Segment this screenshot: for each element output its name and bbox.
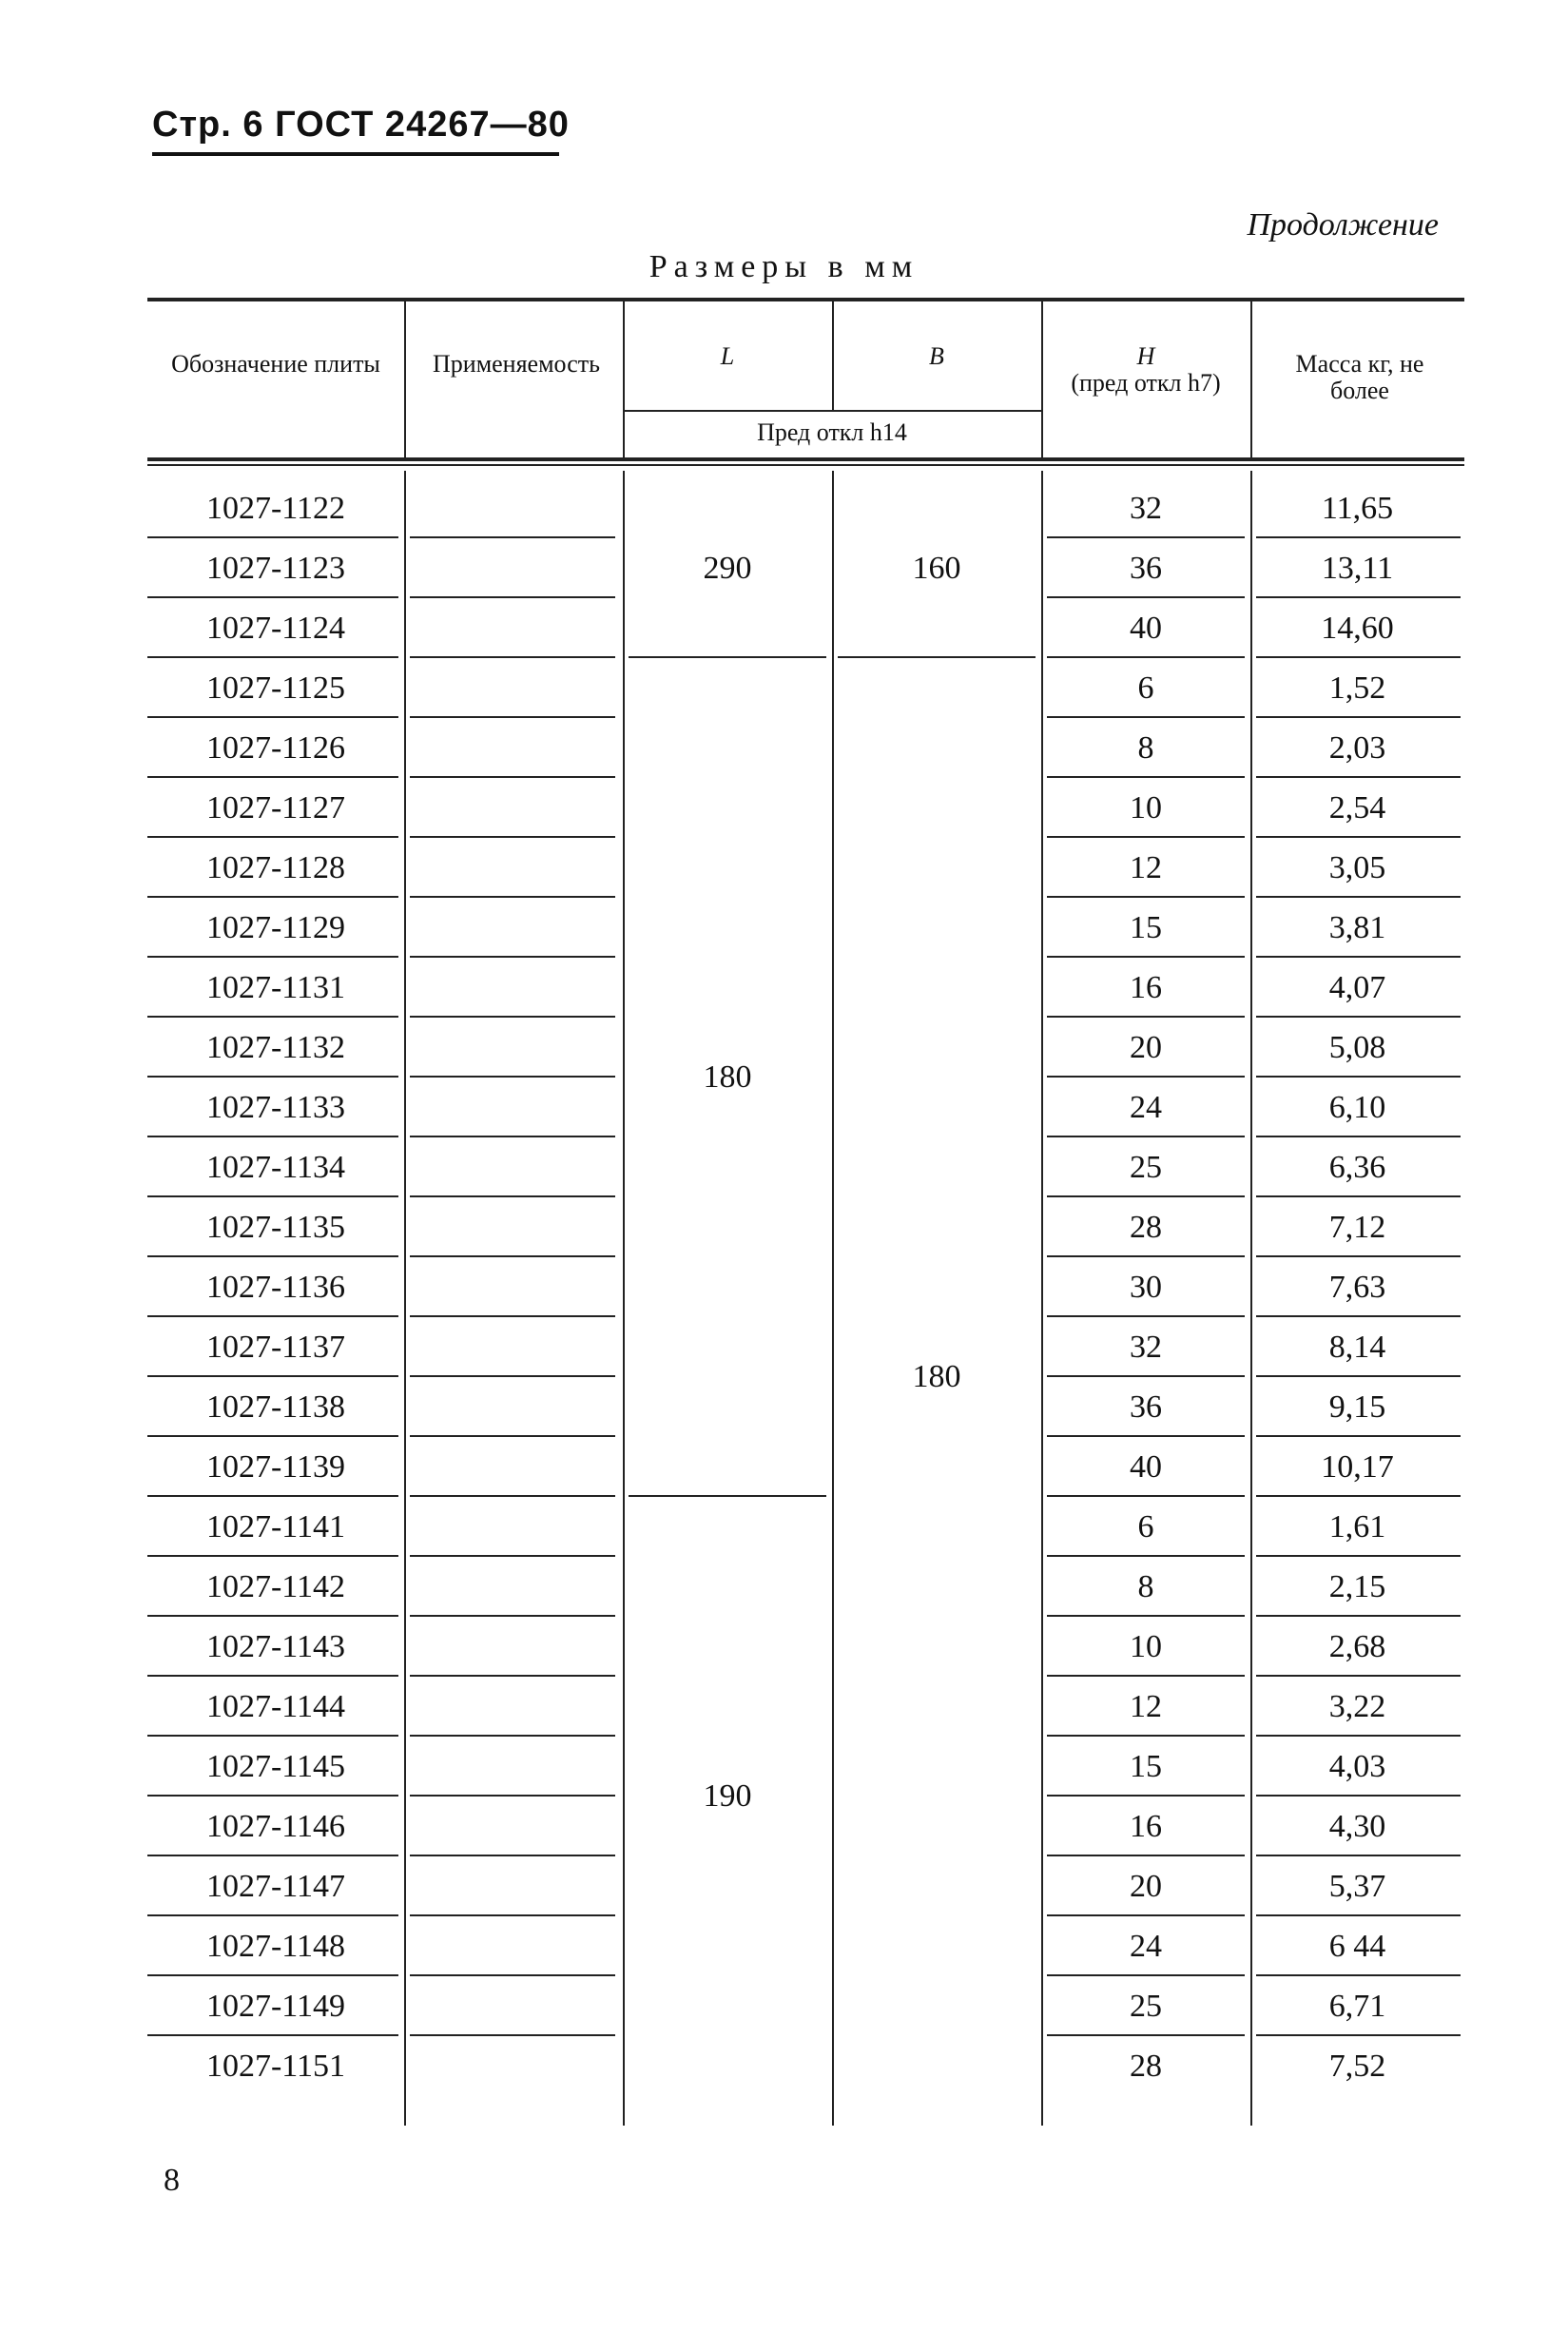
- row-rule-mass: [1256, 1795, 1461, 1797]
- row-rule-H: [1047, 956, 1245, 958]
- row-rule-applicability: [410, 1974, 615, 1976]
- table-row-H: 30: [1130, 1270, 1162, 1305]
- table-row-designation: 1027-1149: [205, 1989, 346, 2024]
- col-divider-1: [404, 300, 406, 457]
- table-row-mass: 5,37: [1328, 1869, 1386, 1904]
- table-row-mass: 4,03: [1328, 1749, 1386, 1784]
- row-rule-mass: [1256, 776, 1461, 778]
- table-row-mass: 6,36: [1328, 1150, 1386, 1185]
- tolerance-divider: [623, 410, 1041, 412]
- row-rule-designation: [147, 956, 398, 958]
- row-rule-mass: [1256, 1315, 1461, 1317]
- row-rule-applicability: [410, 1315, 615, 1317]
- row-rule-designation: [147, 836, 398, 838]
- row-rule-designation: [147, 1255, 398, 1257]
- row-rule-mass: [1256, 1615, 1461, 1617]
- row-rule-H: [1047, 1016, 1245, 1018]
- row-rule-H: [1047, 1555, 1245, 1557]
- table-row-mass: 7,12: [1328, 1210, 1386, 1245]
- page-header-title: Стр. 6 ГОСТ 24267—80: [152, 105, 570, 145]
- row-rule-designation: [147, 1136, 398, 1137]
- row-rule-mass: [1256, 1735, 1461, 1737]
- header-mass: Масса кг, не более: [1295, 350, 1424, 404]
- row-rule-applicability: [410, 1914, 615, 1916]
- table-row-H: 8: [1137, 730, 1154, 766]
- row-rule-applicability: [410, 836, 615, 838]
- table-row-mass: 4,30: [1328, 1809, 1386, 1844]
- table-row-designation: 1027-1144: [205, 1689, 346, 1724]
- row-rule-designation: [147, 1795, 398, 1797]
- table-row-mass: 3,22: [1328, 1689, 1386, 1724]
- row-rule-mass: [1256, 836, 1461, 838]
- row-rule-designation: [147, 1315, 398, 1317]
- merged-L-value: 290: [703, 550, 752, 586]
- header-bottom-rule-2: [147, 464, 1464, 466]
- table-row-designation: 1027-1137: [205, 1330, 346, 1365]
- header-tolerance-LB: Пред откл h14: [757, 418, 907, 446]
- table-row-H: 28: [1130, 1210, 1162, 1245]
- table-row-designation: 1027-1134: [205, 1150, 346, 1185]
- table-row-designation: 1027-1133: [205, 1090, 346, 1125]
- table-row-mass: 10,17: [1321, 1449, 1394, 1485]
- row-rule-designation: [147, 1855, 398, 1856]
- row-rule-applicability: [410, 536, 615, 538]
- table-row-H: 40: [1130, 1449, 1162, 1485]
- row-rule-applicability: [410, 1795, 615, 1797]
- row-rule-H: [1047, 1136, 1245, 1137]
- table-top-rule: [147, 298, 1464, 301]
- table-row-designation: 1027-1122: [205, 491, 346, 526]
- row-rule-mass: [1256, 2034, 1461, 2036]
- row-rule-applicability: [410, 2034, 615, 2036]
- table-row-mass: 9,15: [1328, 1389, 1386, 1425]
- row-rule-applicability: [410, 1136, 615, 1137]
- row-rule-designation: [147, 1016, 398, 1018]
- row-rule-mass: [1256, 1195, 1461, 1197]
- header-B: B: [929, 342, 944, 370]
- table-row-H: 16: [1130, 970, 1162, 1005]
- row-rule-H: [1047, 536, 1245, 538]
- table-row-mass: 14,60: [1321, 611, 1394, 646]
- row-rule-H: [1047, 716, 1245, 718]
- table-row-mass: 6,10: [1328, 1090, 1386, 1125]
- row-rule-mass: [1256, 1136, 1461, 1137]
- group-rule-L: [629, 1495, 826, 1497]
- table-row-mass: 3,05: [1328, 850, 1386, 885]
- table-row-designation: 1027-1142: [205, 1569, 346, 1604]
- table-row-mass: 2,68: [1328, 1629, 1386, 1664]
- row-rule-applicability: [410, 596, 615, 598]
- row-rule-H: [1047, 596, 1245, 598]
- row-rule-H: [1047, 656, 1245, 658]
- table-row-H: 32: [1130, 1330, 1162, 1365]
- table-row-H: 25: [1130, 1150, 1162, 1185]
- dimensions-table: [147, 298, 1464, 2126]
- table-row-H: 36: [1130, 1389, 1162, 1425]
- table-row-designation: 1027-1127: [205, 790, 346, 826]
- row-rule-applicability: [410, 956, 615, 958]
- table-row-designation: 1027-1151: [205, 2049, 346, 2084]
- row-rule-designation: [147, 776, 398, 778]
- row-rule-applicability: [410, 1195, 615, 1197]
- page-number: 8: [164, 2163, 180, 2198]
- table-row-H: 15: [1130, 910, 1162, 945]
- table-row-H: 36: [1130, 551, 1162, 586]
- table-row-designation: 1027-1141: [205, 1509, 346, 1544]
- row-rule-applicability: [410, 1675, 615, 1677]
- table-row-designation: 1027-1136: [205, 1270, 346, 1305]
- row-rule-H: [1047, 1974, 1245, 1976]
- row-rule-H: [1047, 896, 1245, 898]
- col-divider-5: [1250, 300, 1252, 457]
- row-rule-mass: [1256, 1255, 1461, 1257]
- table-row-H: 10: [1130, 1629, 1162, 1664]
- row-rule-H: [1047, 1675, 1245, 1677]
- table-row-designation: 1027-1146: [205, 1809, 346, 1844]
- table-row-designation: 1027-1138: [205, 1389, 346, 1425]
- body-col-divider-1: [404, 471, 406, 2126]
- table-row-designation: 1027-1132: [205, 1030, 346, 1065]
- row-rule-applicability: [410, 1375, 615, 1377]
- row-rule-applicability: [410, 1016, 615, 1018]
- table-row-designation: 1027-1129: [205, 910, 346, 945]
- row-rule-applicability: [410, 1076, 615, 1078]
- row-rule-H: [1047, 1255, 1245, 1257]
- table-row-designation: 1027-1148: [205, 1929, 346, 1964]
- table-row-mass: 6 44: [1328, 1929, 1386, 1964]
- row-rule-designation: [147, 1195, 398, 1197]
- row-rule-H: [1047, 1855, 1245, 1856]
- row-rule-applicability: [410, 1435, 615, 1437]
- row-rule-designation: [147, 1555, 398, 1557]
- row-rule-applicability: [410, 656, 615, 658]
- header-H: H: [1136, 342, 1155, 370]
- row-rule-mass: [1256, 1914, 1461, 1916]
- table-row-H: 20: [1130, 1030, 1162, 1065]
- row-rule-applicability: [410, 776, 615, 778]
- page-header-rule: [152, 152, 559, 156]
- table-row-H: 24: [1130, 1090, 1162, 1125]
- row-rule-H: [1047, 776, 1245, 778]
- body-col-divider-3: [832, 471, 834, 2126]
- table-row-designation: 1027-1131: [205, 970, 346, 1005]
- table-row-designation: 1027-1125: [205, 670, 346, 706]
- table-row-mass: 8,14: [1328, 1330, 1386, 1365]
- header-H-note: (пред откл h7): [1071, 369, 1221, 397]
- row-rule-applicability: [410, 896, 615, 898]
- row-rule-mass: [1256, 1555, 1461, 1557]
- row-rule-H: [1047, 1495, 1245, 1497]
- row-rule-mass: [1256, 956, 1461, 958]
- header-L: L: [720, 342, 735, 370]
- row-rule-designation: [147, 896, 398, 898]
- row-rule-H: [1047, 1076, 1245, 1078]
- units-caption: Размеры в мм: [648, 249, 920, 284]
- row-rule-designation: [147, 1914, 398, 1916]
- row-rule-applicability: [410, 1555, 615, 1557]
- row-rule-H: [1047, 1375, 1245, 1377]
- table-row-mass: 7,63: [1328, 1270, 1386, 1305]
- row-rule-mass: [1256, 1076, 1461, 1078]
- row-rule-mass: [1256, 1855, 1461, 1856]
- row-rule-mass: [1256, 896, 1461, 898]
- table-row-H: 28: [1130, 2049, 1162, 2084]
- row-rule-mass: [1256, 596, 1461, 598]
- row-rule-H: [1047, 1195, 1245, 1197]
- table-row-mass: 13,11: [1321, 551, 1394, 586]
- table-row-designation: 1027-1139: [205, 1449, 346, 1485]
- table-row-designation: 1027-1126: [205, 730, 346, 766]
- table-row-H: 24: [1130, 1929, 1162, 1964]
- row-rule-designation: [147, 1675, 398, 1677]
- row-rule-mass: [1256, 1675, 1461, 1677]
- row-rule-designation: [147, 656, 398, 658]
- row-rule-mass: [1256, 1435, 1461, 1437]
- table-row-H: 10: [1130, 790, 1162, 826]
- row-rule-H: [1047, 836, 1245, 838]
- table-row-mass: 7,52: [1328, 2049, 1386, 2084]
- row-rule-H: [1047, 1615, 1245, 1617]
- row-rule-mass: [1256, 1016, 1461, 1018]
- col-divider-4: [1041, 300, 1043, 457]
- row-rule-designation: [147, 1735, 398, 1737]
- row-rule-H: [1047, 1735, 1245, 1737]
- merged-L-value: 180: [703, 1059, 752, 1095]
- table-row-H: 12: [1130, 1689, 1162, 1724]
- row-rule-mass: [1256, 536, 1461, 538]
- row-rule-designation: [147, 1974, 398, 1976]
- row-rule-applicability: [410, 1255, 615, 1257]
- row-rule-applicability: [410, 1735, 615, 1737]
- table-row-designation: 1027-1123: [205, 551, 346, 586]
- table-row-mass: 11,65: [1321, 491, 1394, 526]
- table-row-H: 6: [1137, 1509, 1154, 1544]
- table-row-mass: 1,52: [1328, 670, 1386, 706]
- header-designation: Обозначение плиты: [171, 350, 380, 378]
- row-rule-H: [1047, 2034, 1245, 2036]
- merged-B-value: 180: [912, 1359, 961, 1394]
- table-row-H: 12: [1130, 850, 1162, 885]
- table-row-designation: 1027-1128: [205, 850, 346, 885]
- row-rule-applicability: [410, 716, 615, 718]
- table-row-H: 32: [1130, 491, 1162, 526]
- row-rule-H: [1047, 1315, 1245, 1317]
- table-row-H: 40: [1130, 611, 1162, 646]
- table-row-designation: 1027-1143: [205, 1629, 346, 1664]
- table-row-mass: 3,81: [1328, 910, 1386, 945]
- table-row-H: 20: [1130, 1869, 1162, 1904]
- row-rule-applicability: [410, 1495, 615, 1497]
- row-rule-mass: [1256, 1974, 1461, 1976]
- table-row-mass: 1,61: [1328, 1509, 1386, 1544]
- continuation-label: Продолжение: [1247, 207, 1439, 243]
- header-applicability: Применяемость: [433, 350, 600, 378]
- row-rule-designation: [147, 1375, 398, 1377]
- table-row-mass: 4,07: [1328, 970, 1386, 1005]
- table-row-mass: 5,08: [1328, 1030, 1386, 1065]
- row-rule-designation: [147, 1615, 398, 1617]
- table-row-H: 6: [1137, 670, 1154, 706]
- row-rule-designation: [147, 596, 398, 598]
- table-row-designation: 1027-1135: [205, 1210, 346, 1245]
- row-rule-H: [1047, 1435, 1245, 1437]
- row-rule-designation: [147, 1435, 398, 1437]
- row-rule-designation: [147, 536, 398, 538]
- table-row-designation: 1027-1147: [205, 1869, 346, 1904]
- body-col-divider-2: [623, 471, 625, 2126]
- table-row-mass: 2,15: [1328, 1569, 1386, 1604]
- row-rule-applicability: [410, 1855, 615, 1856]
- table-row-H: 15: [1130, 1749, 1162, 1784]
- row-rule-designation: [147, 2034, 398, 2036]
- row-rule-designation: [147, 1495, 398, 1497]
- row-rule-mass: [1256, 716, 1461, 718]
- row-rule-mass: [1256, 1495, 1461, 1497]
- table-row-mass: 6,71: [1328, 1989, 1386, 2024]
- table-row-H: 16: [1130, 1809, 1162, 1844]
- group-rule-L: [629, 656, 826, 658]
- header-bottom-rule: [147, 457, 1464, 461]
- table-row-mass: 2,54: [1328, 790, 1386, 826]
- row-rule-H: [1047, 1914, 1245, 1916]
- row-rule-mass: [1256, 1375, 1461, 1377]
- row-rule-mass: [1256, 656, 1461, 658]
- table-row-designation: 1027-1145: [205, 1749, 346, 1784]
- merged-B-value: 160: [912, 550, 961, 586]
- group-rule-B: [838, 656, 1036, 658]
- table-row-mass: 2,03: [1328, 730, 1386, 766]
- row-rule-designation: [147, 716, 398, 718]
- row-rule-applicability: [410, 1615, 615, 1617]
- table-row-H: 8: [1137, 1569, 1154, 1604]
- table-row-H: 25: [1130, 1989, 1162, 2024]
- row-rule-designation: [147, 1076, 398, 1078]
- table-row-designation: 1027-1124: [205, 611, 346, 646]
- row-rule-H: [1047, 1795, 1245, 1797]
- merged-L-value: 190: [703, 1778, 752, 1814]
